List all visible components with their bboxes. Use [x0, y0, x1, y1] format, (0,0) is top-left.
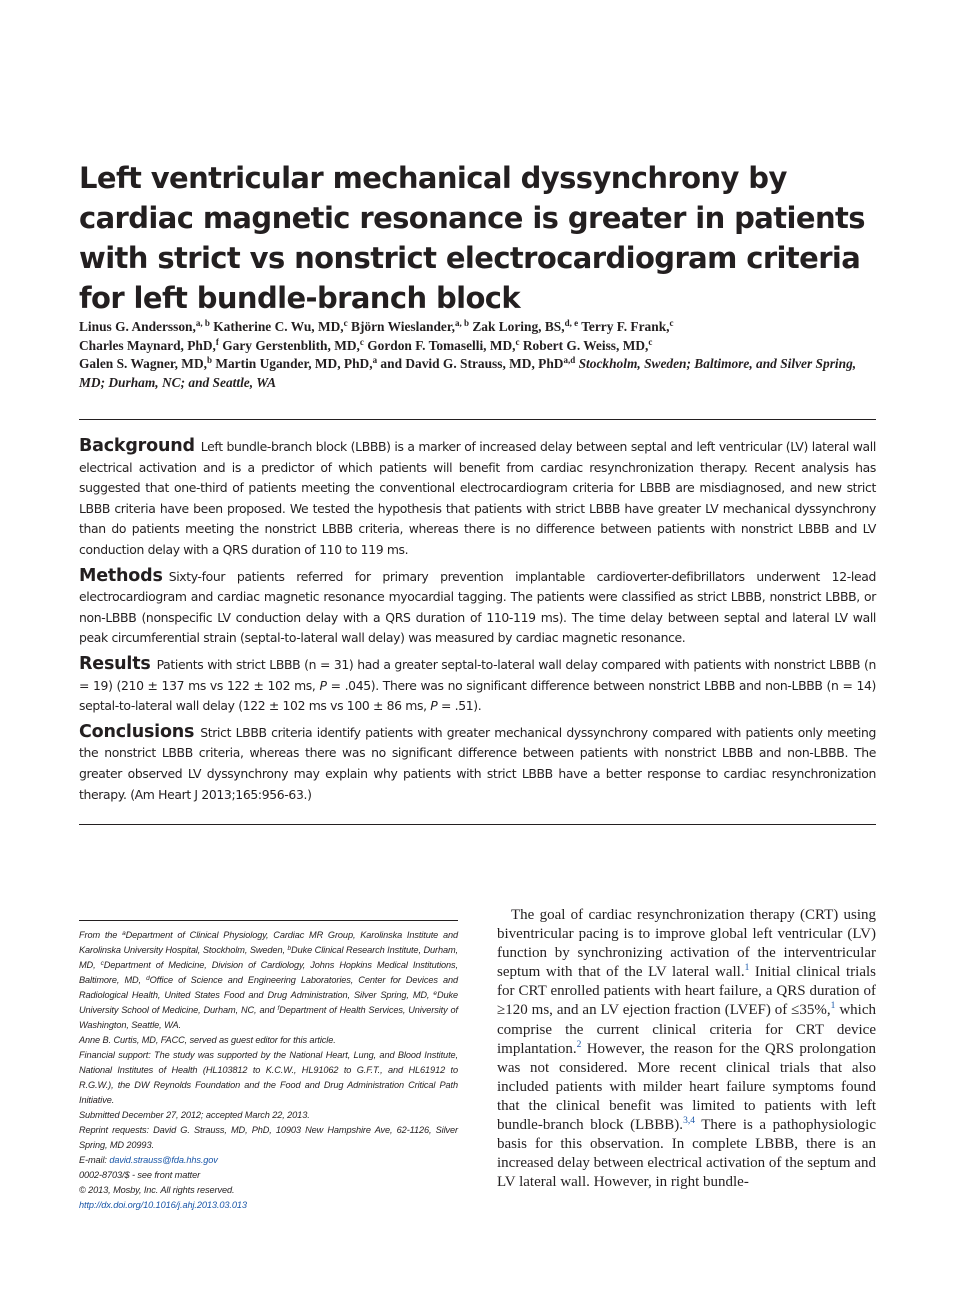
affiliation-marker: d, e	[564, 318, 579, 328]
affiliation-marker: a	[372, 355, 378, 366]
author-list	[79, 318, 879, 392]
email-line	[79, 1153, 458, 1168]
section-text: = .045). There was no significant difference between nonstrict LBBB and non-LBBB (n = 14) septal-to-lateral wall delay (122 ± 102 ms vs 100 ± 86 ms,	[79, 677, 876, 714]
journal-citation: (Am Heart J 2013;165:956-63.)	[130, 786, 312, 802]
section-text: Sixty-four patients referred for primary prevention implantable cardioverter-defibrillators underwent 12-lead electrocardiogram and cardiac magnetic resonance myocardial tagging. The patients were classified as strict LBBB, nonstrict LBBB, or non-LBBB (nonspecific LV conduction delay with a QRS duration of 110-119 ms). The time delay between septal and lateral LV wall peak circumferential strain (septal-to-lateral wall delay) was measured by cardiac magnetic resonance.	[79, 568, 876, 646]
affiliations-note: From the $^a$Department of Clinical Physiology, Cardiac MR Group, Karolinska Institute and Karolinska University Hospital, Stockholm, Sweden, $^b$Duke Clinical Research Institute, Durham, MD, $^c$Department of Medicine, Division of Cardiology, Johns Hopkins Medical Institutions, Baltimore, MD, $^d$Office of Science and Engineering Laboratories, Center for Devices and Radiological Health, United States Food and Drug Administration, Silver Spring, MD, $^e$Duke University School of Medicine, Durham, NC, and $^f$Department of Health Services, University of Washington, Seattle, WA.	[79, 930, 459, 1030]
abstract-conclusions	[79, 722, 876, 805]
abstract-methods	[79, 566, 876, 649]
reprint-requests: Reprint requests: David G. Strauss, MD, PhD, 10903 New Hampshire Ave, 62-1126, Silver Spring, MD 20993.	[79, 1125, 458, 1150]
affiliation-marker: f	[215, 336, 219, 347]
email-link[interactable]: david.strauss@fda.hhs.gov	[109, 1155, 218, 1165]
author-name: and David G. Strauss, MD, PhD	[380, 356, 564, 372]
section-heading: Methods	[79, 565, 163, 586]
author-name: Katherine C. Wu, MD,	[213, 319, 344, 334]
author-name: Björn Wieslander,	[351, 319, 455, 334]
author-name: Charles Maynard, PhD,	[79, 337, 216, 353]
note-text: Duke Clinical Research Institute, Durham, MD,	[79, 945, 459, 970]
bottom-divider	[79, 824, 876, 825]
email-label: E-mail:	[79, 1155, 107, 1165]
affiliation-marker: a, b	[195, 318, 210, 328]
financial-support-note: Financial support: The study was supported by the National Heart, Lung, and Blood Institute, National Institutes of Health (HL103812 to K.C.W., HL91062 to G.F.T., and HL61912 to R.G.W.), the DW Reynolds Foundation and the Food and Drug Administration Critical Path Initiative.	[79, 1050, 458, 1105]
author-name: Galen S. Wagner, MD,	[79, 356, 207, 372]
author-name: Gordon F. Tomaselli, MD,	[367, 337, 516, 353]
footnote-divider	[79, 920, 458, 921]
author-name: Zak Loring, BS,	[472, 319, 565, 334]
note-text: From the	[79, 930, 118, 940]
affiliation-marker: c	[359, 336, 364, 347]
author-locations: Stockholm, Sweden; Baltimore, and Silver Spring, MD; Durham, NC; and Seattle, WA	[79, 356, 857, 390]
affiliation-marker: c	[648, 336, 653, 347]
top-divider	[79, 419, 876, 420]
p-value-symbol: P	[430, 698, 438, 714]
submission-dates: Submitted December 27, 2012; accepted March 22, 2013.	[79, 1110, 310, 1120]
section-heading: Background	[79, 436, 195, 456]
section-heading: Conclusions	[79, 721, 195, 742]
affiliation-marker: c	[343, 318, 348, 328]
author-name: Linus G. Andersson,	[79, 319, 196, 334]
body-text-run: Initial clinical trials for CRT enrolled patients with heart failure, a QRS duration of ≥120 ms, and an LV ejection fraction (LVEF) of ≤35%,	[497, 964, 876, 1019]
section-heading: Results	[79, 653, 151, 674]
affiliation-marker: c	[669, 318, 674, 328]
abstract-results	[79, 654, 876, 717]
reference-link[interactable]: 1	[830, 1001, 836, 1012]
article-title: Left ventricular mechanical dyssynchrony by cardiac magnetic resonance is greater in patients with strict vs nonstrict electrocardiogram criteria for left bundle-branch block	[79, 161, 865, 315]
body-text-run: There is a pathophysiologic basis for this observation. In complete LBBB, there is an increased delay between electrical activation of the septum and LV lateral wall. However, in right bundle-	[497, 1117, 876, 1191]
body-text-run: which comprise the current clinical criteria for CRT device implantation.	[497, 1002, 876, 1057]
note-text: Department of Health Services, University of Washington, Seattle, WA.	[79, 1005, 458, 1030]
copyright-line: © 2013, Mosby, Inc. All rights reserved.	[79, 1185, 235, 1195]
body-text-run: The goal of cardiac resynchronization therapy (CRT) using biventricular pacing is to improve global left ventricular (LV) function by synchronizing activation of the interventricular septum with that of the LV lateral wall.	[497, 907, 876, 981]
section-text: Left bundle-branch block (LBBB) is a marker of increased delay between septal and left ventricular (LV) lateral wall electrical activation and is a predictor of which patients will benefit from cardiac resynchronization therapy. Recent analysis has suggested that one-third of patients meeting the conventional electrocardiogram criteria for LBBB are misdiagnosed, and new strict LBBB criteria have been proposed. We tested the hypothesis that patients with strict LBBB have greater LV mechanical dyssynchrony than do patients meeting the nonstrict LBBB criteria, whereas there is no difference between patients with nonstrict LBBB and LV conduction delay with a QRS duration of 110 to 119 ms.	[79, 439, 876, 557]
affiliation-marker: b	[206, 355, 212, 366]
body-paragraph	[497, 906, 876, 1192]
section-text: Strict LBBB criteria identify patients with greater mechanical dyssynchrony compared with patients only meeting the nonstrict LBBB criteria, whereas there was no significant difference between patients with nonstrict LBBB and non-LBBB. The greater observed LV dyssynchrony may explain why patients with strict LBBB have a better response to cardiac resynchronization therapy.	[79, 724, 876, 802]
p-value-symbol: P	[319, 677, 327, 693]
author-name: Gary Gerstenblith, MD,	[222, 337, 360, 353]
section-text: Patients with strict LBBB (n = 31) had a greater septal-to-lateral wall delay compared with patients with nonstrict LBBB (n = 19) (210 ± 137 ms vs 122 ± 102 ms,	[79, 656, 876, 693]
body-text-run: However, the reason for the QRS prolongation was not considered. More recent clinical trials that also included patients with milder heart failure symptoms found that the clinical benefit was limited to patients with left bundle-branch block (LBBB).	[497, 1040, 877, 1134]
affiliation-marker: c	[515, 336, 520, 347]
author-name: Robert G. Weiss, MD,	[522, 337, 649, 353]
doi-link[interactable]: http://dx.doi.org/10.1016/j.ahj.2013.03.013	[79, 1200, 247, 1210]
issn-line: 0002-8703/$ - see front matter	[79, 1170, 201, 1180]
author-name: Terry F. Frank,	[581, 319, 670, 334]
abstract-background	[79, 436, 876, 561]
note-text: Department of Clinical Physiology, Cardiac MR Group, Karolinska Institute and Karolinska University Hospital, Stockholm, Sweden,	[79, 930, 458, 955]
footnotes	[79, 928, 458, 1213]
section-text: = .51).	[441, 698, 482, 714]
note-text: Office of Science and Engineering Laboratories, Center for Devices and Radiological Health, United States Food and Drug Administration, Silver Spring, MD,	[79, 975, 458, 1000]
abstract	[79, 436, 876, 810]
reference-link[interactable]: 2	[576, 1039, 582, 1050]
note-text: Duke University School of Medicine, Durham, NC, and	[79, 990, 458, 1015]
guest-editor-note: Anne B. Curtis, MD, FACC, served as guest editor for this article.	[79, 1035, 336, 1045]
reference-link[interactable]: 3,4	[683, 1116, 695, 1127]
affiliation-marker: a, b	[454, 318, 469, 328]
affiliation-marker: a,d	[563, 355, 576, 366]
note-text: Department of Medicine, Division of Cardiology, Johns Hopkins Medical Institutions, Baltimore, MD,	[79, 960, 458, 985]
author-name: Martin Ugander, MD, PhD,	[215, 356, 373, 372]
reference-link[interactable]: 1	[744, 963, 750, 974]
